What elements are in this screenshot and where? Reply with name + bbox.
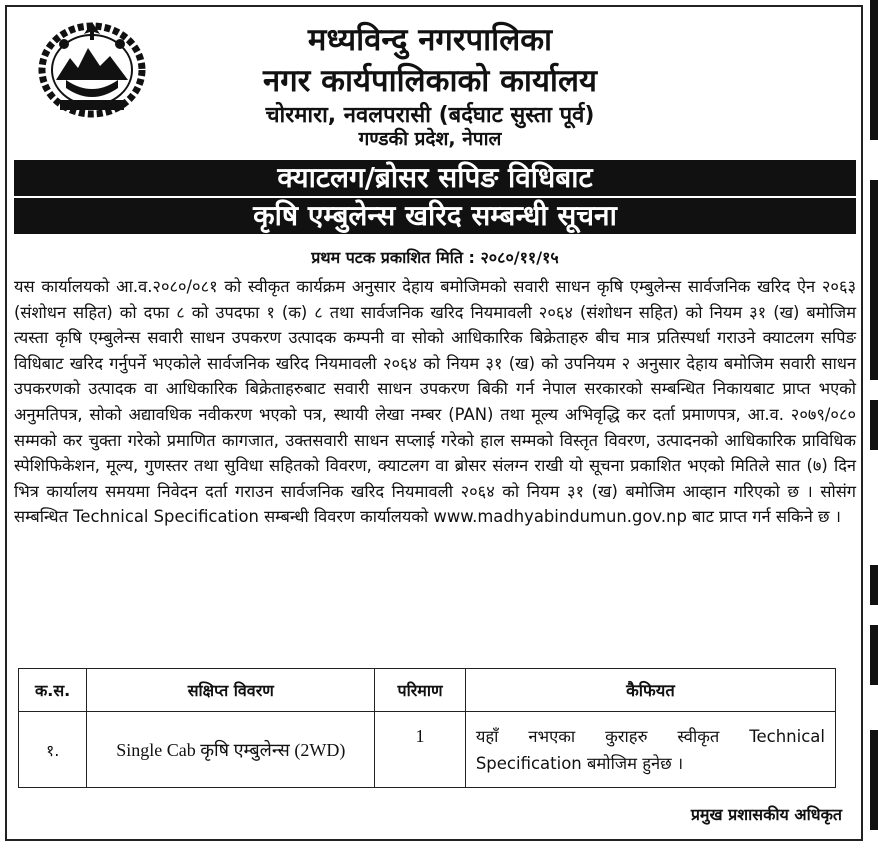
table-row <box>19 712 836 788</box>
office-address: चोरमारा, नवलपरासी (बर्दघाट सुस्ता पूर्व) <box>265 103 595 128</box>
notice-title-line1: क्याटलग/ब्रोसर सपिङ विधिबाट <box>14 160 856 196</box>
notice-body: यस कार्यालयको आ.व.२०८०/०८१ को स्वीकृत कार्यक्रम अनुसार देहाय बमोजिमको सवारी साधन कृषि एम्बुलेन्स सार्वजनिक खरिद ऐन २०६३ (संशोधन सहित) को दफा ८ को उपदफा १ (क) ८ तथा सार्वजनिक खरिद नियमावली २०६४ (संशोधन सहित) को नियम ३१ (ख) बमोजिम त्यस्ता कृषि एम्बुलेन्स सवारी साधन उपकरण उत्पादक कम्पनी वा सोको आधिकारिक बिक्रेताहरु बीच मात्र प्रतिस्पर्धा गराउने क्याटलग सपिङ विधिबाट खरिद गर्नुपर्ने भएकोले सार्वजनिक खरिद नियमावली २०६४ को नियम ३१ (ख) को उपनियम २ अनुसार देहाय बमोजिम सवारी साधन उपकरणको उत्पादक वा आधिकारिक बिक्रेताहरुबाट सवारी साधन उपकरण बिकी गर्न नेपाल सरकारको सम्बन्धित निकायबाट प्राप्त भएको अनुमतिपत्र, सोको अद्यावधिक नवीकरण भएको पत्र, स्थायी लेखा नम्बर (PAN) तथा मूल्य अभिवृद्धि कर दर्ता प्रमाणपत्र, आ.व. २०७९/०८० सम्मको कर चुक्ता गरेको प्रमाणित कागजात, उक्तसवारी साधन सप्लाई गरेको हाल सम्मको विस्तृत विवरण, उत्पादनको आधिकारिक प्राविधिक स्पेशिफिकेशन, मूल्य, गुणस्तर तथा सुविधा सहितको विवरण, क्याटलग वा ब्रोसर संलग्न राखी यो सूचना प्रकाशित भएको मितिले सात (७) दिन भित्र कार्यालय समयमा निवेदन दर्ता गराउन सार्वजनिक खरिद नियमावली २०६४ को नियम ३१ (ख) बमोजिम आव्हान गरिएको छ । सोसंग सम्बन्धित Technical Specification सम्बन्धी विवरण कार्यालयको www.madhyabindumun.gov.np बाट प्राप्त गर्न सकिने छ । <box>14 277 856 527</box>
publish-date: प्रथम पटक प्रकाशित मिति : २०८०/११/१५ <box>311 248 559 267</box>
col-header-sn: क.स. <box>19 669 87 712</box>
signatory-title: प्रमुख प्रशासकीय अधिकृत <box>690 805 842 824</box>
nepal-emblem-icon <box>36 18 148 118</box>
row-quantity: 1 <box>375 712 466 788</box>
col-header-remarks: कैफियत <box>465 669 835 712</box>
office-name: नगर कार्यपालिकाको कार्यालय <box>263 63 597 99</box>
row-remarks: यहाँ नभएका कुराहरु स्वीकृत Technical Specification बमोजिम हुनेछ । <box>465 712 835 788</box>
municipality-name: मध्यविन्दु नगरपालिका <box>307 22 553 58</box>
province-line: गण्डकी प्रदेश, नेपाल <box>358 128 502 150</box>
notice-title-line2: कृषि एम्बुलेन्स खरिद सम्बन्धी सूचना <box>14 198 856 234</box>
row-sn: १. <box>19 712 87 788</box>
col-header-description: सक्षिप्त विवरण <box>87 669 375 712</box>
adjacent-page-edge <box>866 0 878 850</box>
table-header-row <box>19 669 836 712</box>
row-description: Single Cab कृषि एम्बुलेन्स (2WD) <box>87 712 375 788</box>
items-table <box>18 668 836 788</box>
col-header-quantity: परिमाण <box>375 669 466 712</box>
